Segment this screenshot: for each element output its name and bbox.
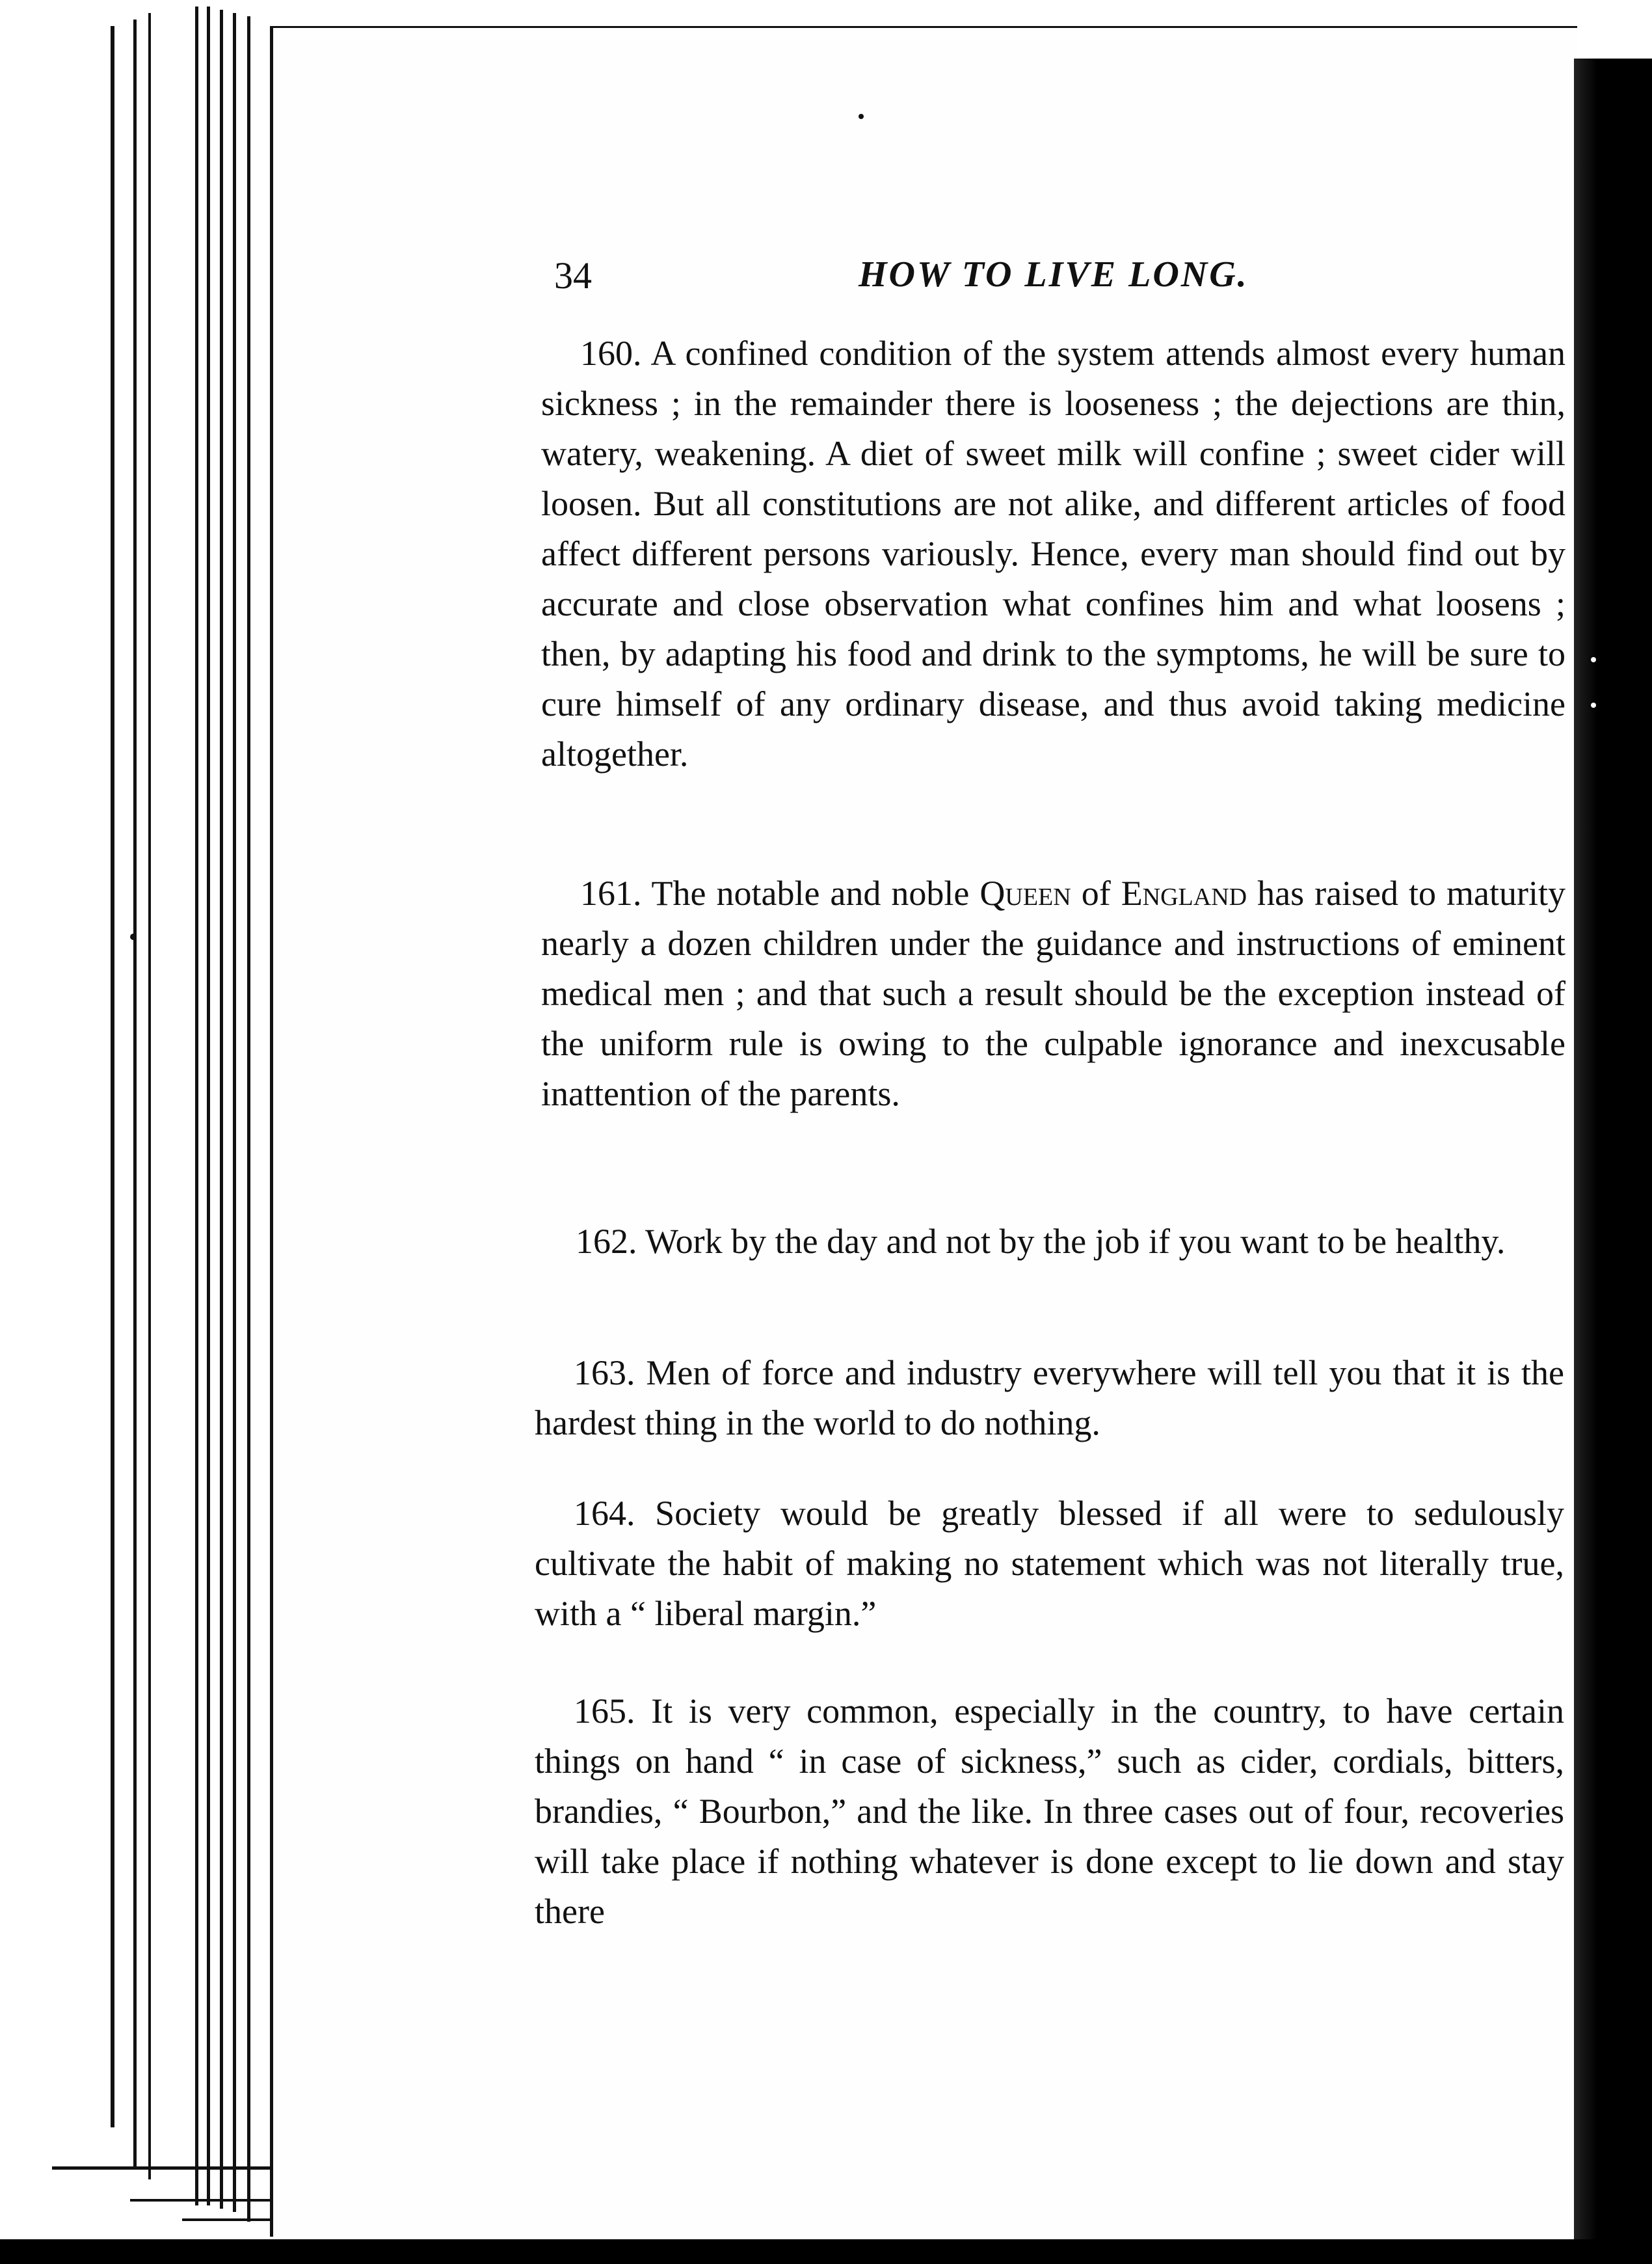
paragraph-160 — [541, 329, 1565, 779]
paragraph-text: 165. It is very common, especially in the country, to have certain things on hand “ in case of sickness,” such as cider, cordials, bitters, brandies, “ Bourbon,” and the like. In three cases out of four, recoveries will take place if nothing whatever is done except to lie down and stay there — [535, 1691, 1564, 1931]
page-edge — [133, 20, 137, 2166]
scan-speck — [1591, 657, 1596, 662]
page-edge-bottom — [130, 2199, 273, 2202]
small-caps-england: England — [1121, 874, 1247, 913]
scan-speck — [130, 934, 137, 940]
paragraph-161 — [541, 869, 1565, 1119]
paragraph-text: 163. Men of force and industry everywhere will tell you that it is the hardest thing in the world to do nothing. — [535, 1353, 1564, 1442]
running-title: HOW TO LIVE LONG. — [859, 254, 1249, 295]
scan-bottom-border — [0, 2239, 1652, 2264]
small-caps-queen: Queen — [979, 874, 1071, 913]
page-number: 34 — [554, 254, 592, 297]
paragraph-164 — [535, 1489, 1564, 1639]
scan-speck — [859, 114, 864, 119]
text-segment: 161. The notable and noble — [580, 874, 980, 913]
page-edge — [220, 10, 223, 2209]
paragraph-text — [541, 869, 1565, 1119]
page-edge-bottom — [52, 2166, 273, 2170]
page-edge — [148, 13, 151, 2179]
page-edge — [111, 26, 114, 2127]
page-stack-edges — [0, 0, 273, 2239]
page-edge — [207, 7, 210, 2205]
page-edge — [195, 7, 198, 2205]
paragraph-text: 162. Work by the day and not by the job if you want to be healthy. — [576, 1222, 1506, 1261]
paragraph-text: 160. A confined condition of the system attends almost every human sickness ; in the remainder there is looseness ; the dejections are thin, watery, weakening. A diet of sweet milk will confine ; sweet cider will loosen. But all constitutions are not alike, and different articles of food affect different persons variously. Hence, every man should find out by accurate and close observation what confines him and what loosens ; then, by adapting his food and drink to the symptoms, he will be sure to cure himself of any ordinary disease, and thus avoid taking medicine altogether. — [541, 334, 1565, 774]
paragraph-163 — [535, 1348, 1564, 1448]
text-segment: of — [1071, 874, 1121, 913]
binding-shadow — [1574, 59, 1652, 2239]
text-segment: has raised to maturity nearly a dozen children under the guidance and instructions of eminent medical men ; and that such a result should be the exception instead of the uniform rule is owing to the culpable ignorance and inexcusable inattention of the parents. — [541, 874, 1566, 1113]
paragraph-text: 164. Society would be greatly blessed if all were to sedulously cultivate the habit of making no statement which was not literally true, with a “ liberal margin.” — [535, 1494, 1564, 1633]
page-edge — [247, 16, 250, 2222]
running-header — [554, 254, 1270, 299]
page-edge — [233, 13, 236, 2212]
paragraph-165 — [535, 1686, 1564, 1937]
paragraph-162 — [537, 1217, 1564, 1267]
scan-speck — [1591, 703, 1596, 708]
page-edge-bottom — [182, 2218, 273, 2221]
